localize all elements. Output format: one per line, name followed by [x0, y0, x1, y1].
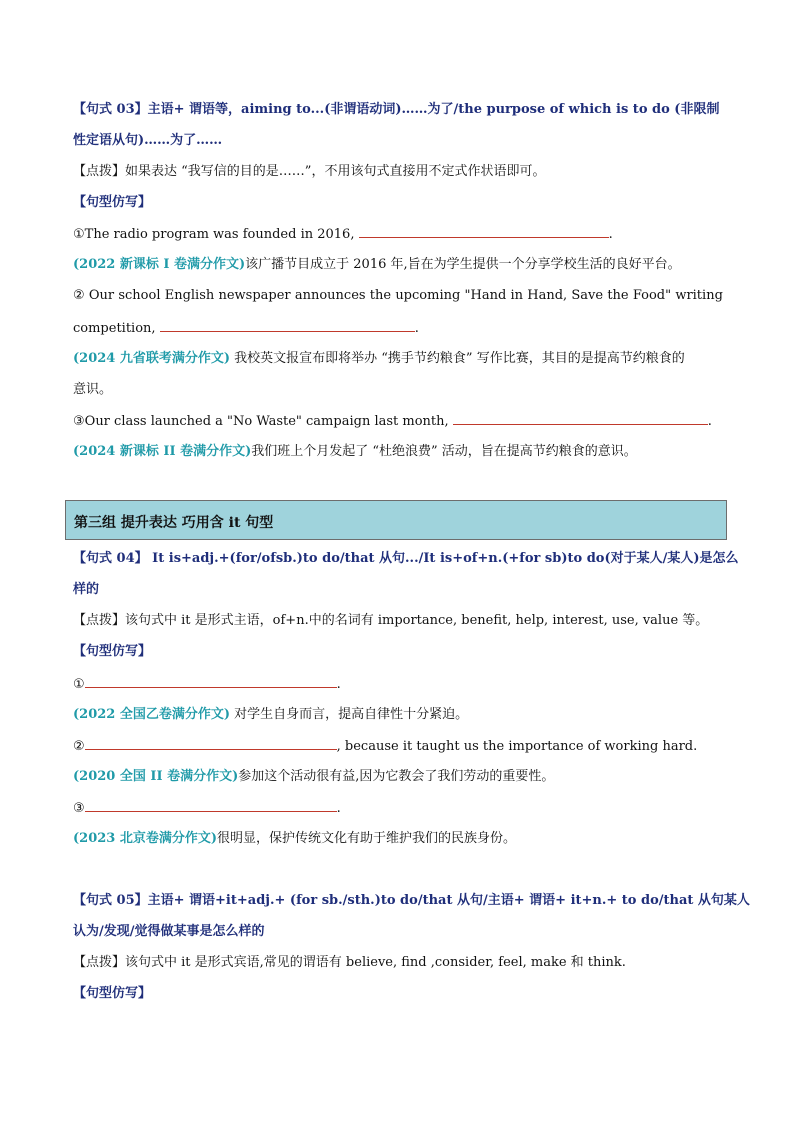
example-2-word: the [369, 288, 392, 303]
example-2-word: English [164, 288, 215, 303]
pattern-05-line-1 [73, 892, 750, 910]
example-4-source: (2022 全国乙卷满分作文) [73, 707, 231, 722]
example-4-number: ① [73, 677, 85, 692]
pattern-03-text: 主语+ 谓语等，aiming to...(非谓语动词)……为了/the purpose of which is to do (非限制 [147, 102, 720, 117]
example-6-translation [73, 830, 723, 848]
example-5-translation [73, 768, 723, 786]
example-2-chinese: 我校英文报宣布即将举办 “携手节约粮食” 写作比赛，其目的是提高节约粮食的 [230, 351, 685, 366]
pattern-03-line-1 [73, 101, 723, 119]
tip-05-text: 该句式中 it 是形式宾语,常见的谓语有 believe, find ,consider, feel, make 和 think. [125, 955, 626, 970]
tip-04 [73, 612, 723, 630]
example-4-end: . [336, 677, 341, 692]
example-6 [73, 799, 723, 818]
example-2-word: upcoming [395, 288, 461, 303]
example-2-number: ② [73, 288, 85, 303]
example-2-line-1 [73, 287, 723, 305]
pattern-04-text: It is+adj.+(for/ofsb.)to do/that 从句.../It is+of+n.(+for sb)to do(对于某人/某人)是怎么 [147, 551, 739, 566]
example-4 [73, 675, 723, 694]
pattern-03-label: 【句式 03】 [73, 102, 148, 117]
example-2-word: Hand, [527, 288, 568, 303]
tip-03-label: 【点拨】 [73, 164, 126, 179]
example-1-end: . [608, 227, 613, 242]
example-2-end: . [414, 321, 419, 336]
practice-04-heading: 【句型仿写】 [73, 644, 152, 659]
example-3-chinese: 我们班上个月发起了 “杜绝浪费” 活动，旨在提高节约粮食的意识。 [251, 444, 637, 459]
example-5-source: (2020 全国 II 卷满分作文) [73, 769, 239, 784]
example-2-word: Save [571, 288, 604, 303]
example-1-answer-blank[interactable] [359, 225, 609, 238]
example-1-translation [73, 256, 723, 274]
example-1-chinese: 该广播节目成立于 2016 年,旨在为学生提供一个分享学校生活的良好平台。 [245, 257, 681, 272]
example-1 [73, 225, 723, 244]
pattern-05-label: 【句式 05】 [73, 893, 148, 908]
example-6-number: ③ [73, 801, 85, 816]
example-1-source: (2022 新课标 I 卷满分作文) [73, 257, 246, 272]
tip-05-label: 【点拨】 [73, 955, 126, 970]
group-3-header [65, 500, 727, 540]
tip-04-text: 该句式中 it 是形式主语，of+n.中的名词有 importance, benefit, help, interest, use, value 等。 [125, 613, 709, 628]
example-1-text: The radio program was founded in 2016, [84, 227, 359, 242]
example-2-word: in [510, 288, 524, 303]
example-3 [73, 412, 723, 431]
example-2-text: competition, [73, 321, 160, 336]
pattern-05-text: 主语+ 谓语+it+adj.+ (for sb./sth.)to do/that 从句/主语+ 谓语+ it+n.+ to do/that 从句某人 [147, 893, 750, 908]
pattern-05-line-2: 认为/发现/觉得做某事是怎么样的 [73, 924, 265, 939]
example-2-word: Food" [632, 288, 672, 303]
practice-03-heading: 【句型仿写】 [73, 195, 152, 210]
example-2-word: announces [294, 288, 366, 303]
example-2-translation [73, 350, 723, 368]
example-5-text: , because it taught us the importance of working hard. [336, 739, 698, 754]
example-4-answer-blank[interactable] [85, 675, 337, 688]
example-2-word: newspaper [218, 288, 291, 303]
example-3-text: Our class launched a "No Waste" campaign last month, [84, 414, 453, 429]
pattern-03-line-2: 性定语从句)……为了…… [73, 133, 223, 148]
tip-03-text: 如果表达 “我写信的目的是……”，不用该句式直接用不定式作状语即可。 [125, 164, 546, 179]
example-3-end: . [707, 414, 712, 429]
pattern-04-line-1 [73, 550, 739, 568]
group-3-title: 第三组 提升表达 巧用含 it 句型 [74, 515, 274, 531]
tip-03 [73, 163, 723, 181]
example-2-word: "Hand [464, 288, 507, 303]
tip-04-label: 【点拨】 [73, 613, 126, 628]
pattern-04-label: 【句式 04】 [73, 551, 148, 566]
example-2-answer-blank[interactable] [160, 319, 415, 332]
example-6-end: . [336, 801, 341, 816]
example-2-word: writing [675, 288, 723, 303]
example-5-chinese: 参加这个活动很有益,因为它教会了我们劳动的重要性。 [238, 769, 555, 784]
example-4-chinese: 对学生自身而言，提高自律性十分紧迫。 [230, 707, 469, 722]
example-5-number: ② [73, 739, 85, 754]
example-2-source: (2024 九省联考满分作文) [73, 351, 231, 366]
example-2-line-2 [73, 319, 723, 338]
example-3-number: ③ [73, 414, 85, 429]
example-6-chinese: 很明显，保护传统文化有助于维护我们的民族身份。 [217, 831, 517, 846]
tip-05 [73, 954, 723, 972]
example-6-answer-blank[interactable] [85, 799, 337, 812]
example-3-source: (2024 新课标 II 卷满分作文) [73, 444, 252, 459]
practice-05-heading: 【句型仿写】 [73, 986, 152, 1001]
pattern-04-line-2: 样的 [73, 582, 100, 597]
example-3-answer-blank[interactable] [453, 412, 708, 425]
example-5 [73, 737, 723, 756]
example-6-source: (2023 北京卷满分作文) [73, 831, 218, 846]
example-2-word: Our [88, 288, 115, 303]
example-4-translation [73, 706, 723, 724]
example-5-answer-blank[interactable] [85, 737, 337, 750]
example-1-number: ① [73, 227, 85, 242]
example-2-word: school [118, 288, 161, 303]
example-3-translation [73, 443, 723, 461]
example-2-word: the [607, 288, 629, 303]
example-2-translation-2: 意识。 [73, 382, 113, 397]
